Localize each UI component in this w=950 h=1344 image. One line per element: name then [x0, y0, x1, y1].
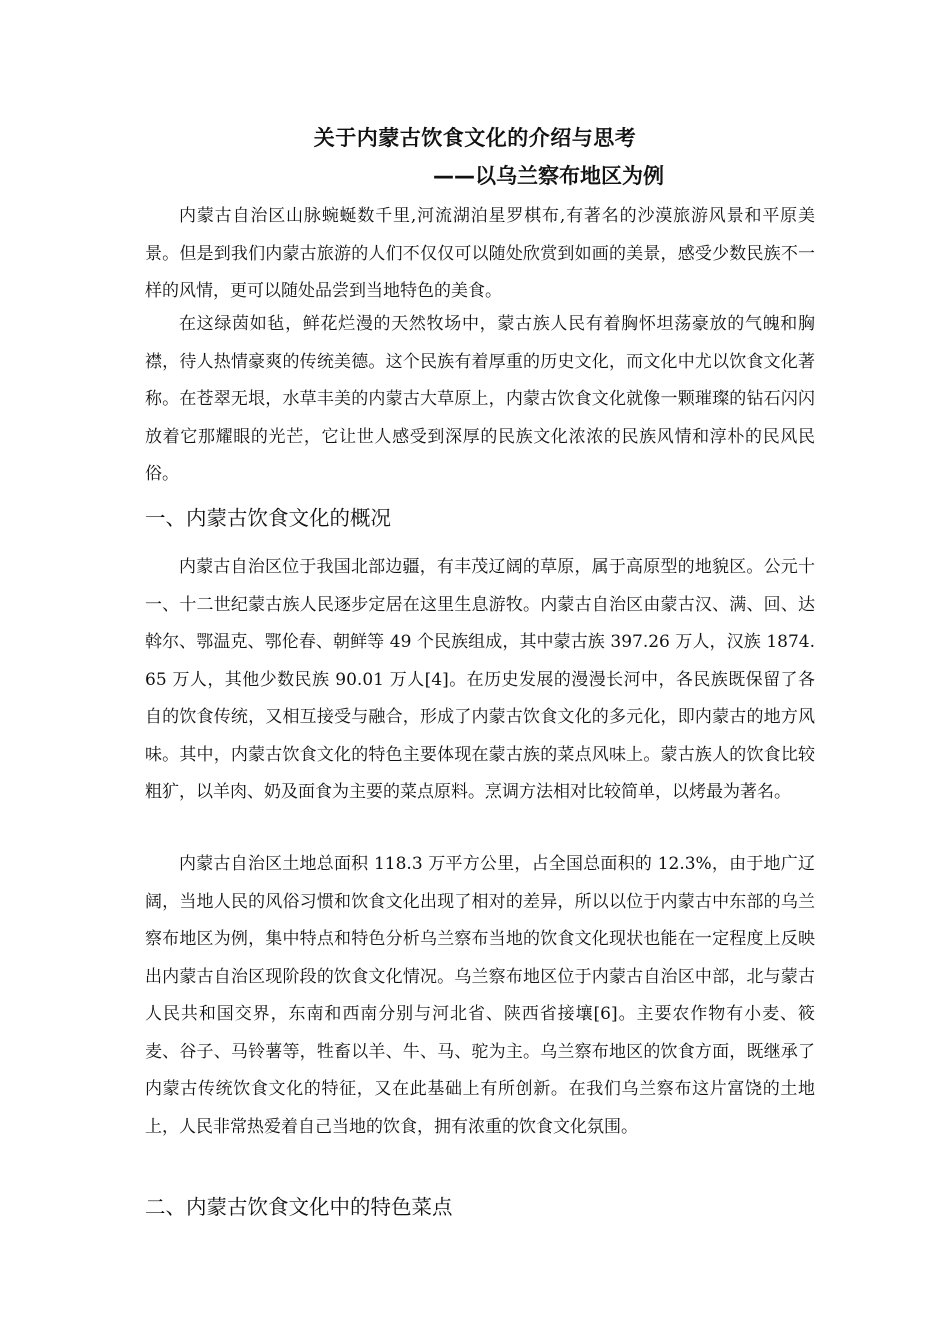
document-subtitle: ——以乌兰察布地区为例 [433, 164, 664, 188]
section-1-heading: 一、内蒙古饮食文化的概况 [145, 506, 391, 530]
section-1-paragraph-1: 内蒙古自治区位于我国北部边疆，有丰茂辽阔的草原，属于高原型的地貌区。公元十一、十二世纪蒙古族人民逐步定居在这里生息游牧。内蒙古自治区由蒙古汉、满、回、达斡尔、鄂温克、鄂伦春、朝鲜等 49 个民族组成，其中蒙古族 397.26 万人，汉族 1874.65 万人，其他少数民族 90.01 万人[4]。在历史发展的漫漫长河中，各民族既保留了各自的饮食传统，又相互接受与融合，形成了内蒙古饮食文化的多元化，即内蒙古的地方风味。其中，内蒙古饮食文化的特色主要体现在蒙古族的菜点风味上。蒙古族人的饮食比较粗犷，以羊肉、奶及面食为主要的菜点原料。烹调方法相对比较简单，以烤最为著名。 [145, 557, 815, 802]
intro-paragraph-2: 在这绿茵如毡，鲜花烂漫的天然牧场中，蒙古族人民有着胸怀坦荡豪放的气魄和胸襟，待人热情豪爽的传统美德。这个民族有着厚重的历史文化，而文化中尤以饮食文化著称。在苍翠无垠，水草丰美的内蒙古大草原上，内蒙古饮食文化就像一颗璀璨的钻石闪闪放着它那耀眼的光芒，它让世人感受到深厚的民族文化浓浓的民族风情和淳朴的民风民俗。 [145, 314, 815, 484]
section-1-paragraph-2: 内蒙古自治区土地总面积 118.3 万平方公里，占全国总面积的 12.3%，由于地广辽阔，当地人民的风俗习惯和饮食文化出现了相对的差异，所以以位于内蒙古中东部的乌兰察布地区为例，集中特点和特色分析乌兰察布当地的饮食文化现状也能在一定程度上反映出内蒙古自治区现阶段的饮食文化情况。乌兰察布地区位于内蒙古自治区中部，北与蒙古人民共和国交界，东南和西南分别与河北省、陕西省接壤[6]。主要农作物有小麦、筱麦、谷子、马铃薯等，牲畜以羊、牛、马、驼为主。乌兰察布地区的饮食方面，既继承了内蒙古传统饮食文化的特征，又在此基础上有所创新。在我们乌兰察布这片富饶的土地上，人民非常热爱着自己当地的饮食，拥有浓重的饮食文化氛围。 [145, 854, 815, 1137]
intro-paragraph-1: 内蒙古自治区山脉蜿蜒数千里,河流湖泊星罗棋布,有著名的沙漠旅游风景和平原美景。但是到我们内蒙古旅游的人们不仅仅可以随处欣赏到如画的美景，感受少数民族不一样的风情，更可以随处品尝到当地特色的美食。 [145, 206, 815, 301]
section-2-heading: 二、内蒙古饮食文化中的特色菜点 [145, 1195, 453, 1219]
document-title: 关于内蒙古饮食文化的介绍与思考 [313, 126, 637, 150]
